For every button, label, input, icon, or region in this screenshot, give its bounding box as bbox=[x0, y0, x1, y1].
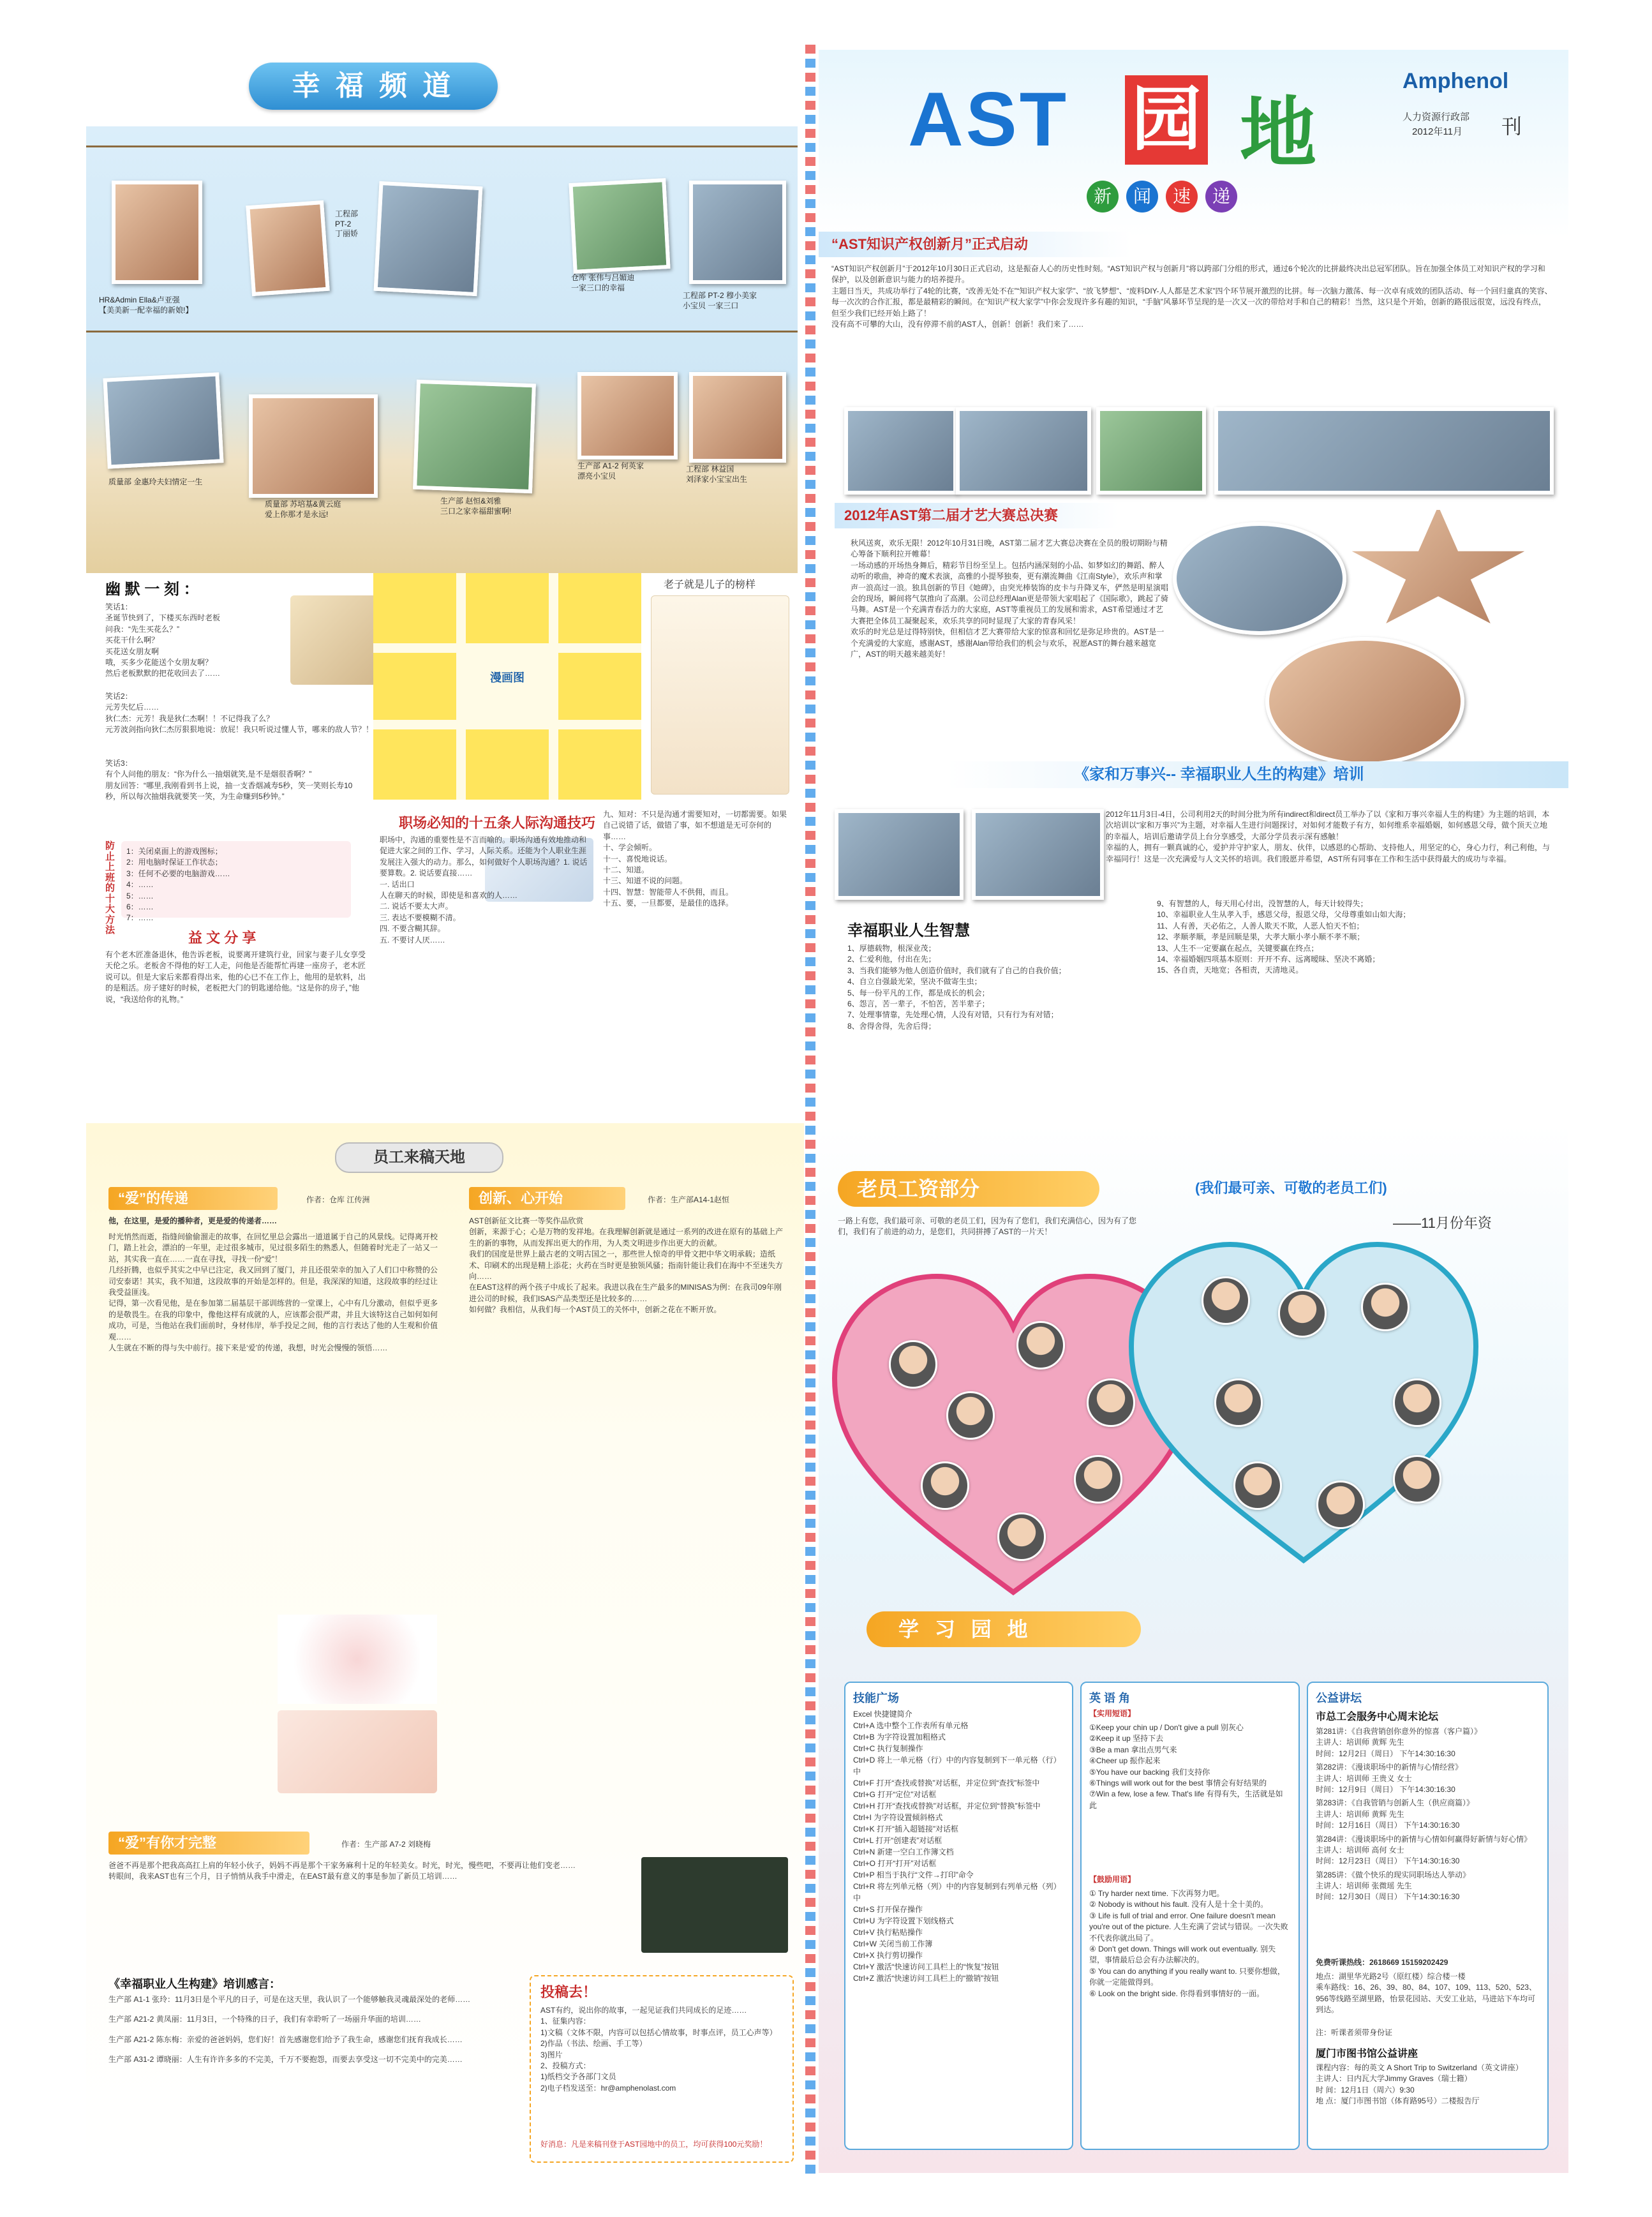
joke-1: 笑话1： 圣诞节快到了，下楼买东西时老板 问我：“先生买花么？” 买花干什么啊？ 买花送女朋友啊 哦，买多少花能送个女朋友啊？ 然后老板默默的把花收回去了…… bbox=[105, 602, 221, 678]
ip-month-title: “AST知识产权创新月”正式启动 bbox=[819, 232, 1131, 257]
caption-7: 生产部 赵恒&刘雅 三口之家幸福甜蜜啊! bbox=[440, 496, 512, 516]
staff-avatar bbox=[889, 1340, 937, 1389]
tip-item: 5：…… bbox=[126, 891, 154, 900]
news-badge: 递 bbox=[1205, 181, 1237, 213]
cartoon-caption: 老子就是儿子的榜样 bbox=[664, 579, 756, 590]
chalkboard-image bbox=[641, 1857, 788, 1953]
lecture-list bbox=[1316, 1726, 1539, 1906]
english-title: 英 语 角 bbox=[1089, 1692, 1131, 1705]
caption-8: 生产部 A1-2 何英家 漂亮小宝贝 bbox=[577, 461, 644, 481]
lecture-title: 公益讲坛 bbox=[1316, 1692, 1362, 1705]
tech-item: Ctrl+V 执行粘贴操作 bbox=[853, 1928, 923, 1937]
salary-label: ——11月份年资 bbox=[1393, 1215, 1492, 1231]
feedback-item: 生产部 A21-2 黄凤丽：11月3日，一个特殊的日子，我们有幸聆听了一场丽升华面的培训…… bbox=[108, 2015, 421, 2024]
page-ast-garden bbox=[819, 50, 1568, 1093]
ip-photo-2 bbox=[956, 407, 1091, 495]
tip-item: 1：关闭桌面上的游戏图标； bbox=[126, 847, 223, 856]
joke-3: 笑话3： 有个人问他的朋友：“你为什么一抽烟就笑,是不是烟很香啊？” 朋友回答：“哪里,我刚看到书上说，抽一支香烟减寿5秒，笑一笑则长寿10秒，所以每次抽烟我就要笑一笑，为生命赚到5秒钟。” bbox=[105, 759, 353, 802]
english-item: ②Keep it up 坚持下去 bbox=[1089, 1734, 1164, 1743]
photo-couple-car bbox=[249, 394, 378, 498]
staff-avatar bbox=[1233, 1461, 1282, 1510]
talent-title: 2012年AST第二届才艺大赛总决赛 bbox=[835, 503, 1119, 528]
lecture-hotline: 免费听课热线：2618669 15159202429 bbox=[1316, 1958, 1448, 1967]
tech-item: Ctrl+L 打开“创建表”对话框 bbox=[853, 1836, 942, 1845]
innov-text: AST创新征文比赛一等奖作品欣赏 创新，来源于心；心是万物的发祥地。在我理解创新就是通过一系列的改进在原有的基础上产生的新的事物，从而发挥出更大的作用，为人类文明进步作出更大的贡献。 我们的国度是世界上最古老的文明古国之一，那些世人惊奇的甲骨文把中华文明承载；造纸术、印刷术的出现是精上添花；火药在当时更是独领风骚；指南针能让我们在海中不至迷失方向…… 在EAST这样的两个孩子中成长了起来。我进以我在生产最多的MINISAS为例：在我司09年刚进公司的时候，我们ISAS产品类型还是比较多的…… 如何做？我相信，从我们每一个AST员工的关怀中，创新之花在不断开放。 bbox=[469, 1216, 784, 1315]
hands-image bbox=[278, 1710, 437, 1793]
talent-text: 秋风送爽，欢乐无限！2012年10月31日晚，AST第二届才艺大赛总决赛在全员的殷切期盼与精心筹备下顺利拉开帷幕！ 一场动感的开场热身舞后，精彩节目纷至呈上。包括内涵深刻的小品、如梦如幻的舞蹈、醉人动听的歌曲，神奇的魔术表演，高雅的小提琴独奏，更有潮流舞曲《江南Style》，欢乐声和掌声一浪高过一浪。独具创新的节目《她碑》，由突光棒装饰的皮卡与升降叉车，俨然是明星演唱会的现场，瞬间将气氛推向了高潮。公司总经理Alan更是带领大家唱起了《国际歌》，跳起了骑马舞。AST是一个充满青春活力的大家庭，AST等重视员工的发展和需求，AST希望通过才艺大赛把全体员工凝聚起来，欢乐共享的同时显现了大家的青春风采！ 欢乐的时光总是过得特别快，但相信才艺大赛带给大家的惊喜和回忆是弥足珍贵的。AST是一个充满爱的大家庭，感谢AST，感谢Alan带给我们的机会与欢乐，祝愿AST的舞台越来越宽广，AST的明天越来越美好！ bbox=[851, 539, 1169, 659]
caption-9: 工程部 林益国 刘泽家小宝宝出生 bbox=[686, 465, 748, 484]
issue: 2012年11月 bbox=[1412, 126, 1462, 137]
staff-avatar bbox=[1393, 1378, 1441, 1427]
staff-avatar bbox=[946, 1391, 995, 1440]
tech-item: Ctrl+A 选中整个工作表所有单元格 bbox=[853, 1721, 969, 1730]
english-item: ⑥Things will work out for the best 事情会有好结果的 bbox=[1089, 1778, 1267, 1788]
tech-item: Ctrl+Z 激活“快速访问工具栏上的“撤销”按钮 bbox=[853, 1974, 999, 1983]
staff-avatar bbox=[1393, 1455, 1441, 1504]
wisdom-item: 3、当我们能够为他人创造价值时，我们就有了自己的自我价值； bbox=[847, 966, 1066, 975]
masthead-di: 地 bbox=[1240, 91, 1316, 176]
issue-kan: 刊 bbox=[1501, 115, 1522, 138]
english-item: ① Try harder next time. 下次再努力吧。 bbox=[1089, 1889, 1224, 1898]
love-text: 时光悄然而逝，指缝间偷偷溜走的故事，在回忆里总会露出一道道属于自己的风景线。记得离开校门，踏上社会，漂泊的一年里，走过很多城市，见过很多陌生的熟悉人，但随着时光走了一站又一站，其实我一直在……一直在寻找，寻找一份“爱”！ 几经折腾，也似乎其实之中早已注定，我又回到了厦门，并且还很荣幸的加入了人们口中称赞的公司安泰诺！其实，我不知道，这段故事的开始是怎样的。但是，我深深的知道，这段故事的经过让我受益匪浅。 记得，第一次看见他，是在参加第二届基层干部训练营的一堂课上，心中有几分激动，但似乎更多的是敬畏生。在我的印象中，像他这样有成就的人，应该都会很严肃，并且大该特这自己如何如何成功，可是，当他站在我们面前时，身材伟岸，举手投足之间，他的言行表达了他的人生观和价值观…… 人生就在不断的得与失中前行。接下来是‘爱’的传递，我想，时光会慢慢的领悟…… bbox=[108, 1232, 438, 1352]
english-item: ③ Life is full of trial and error. One failure doesn't mean you're out of the picture. 人生充满了尝试与错误。一次失败不代表你就出局了。 bbox=[1089, 1911, 1288, 1943]
masthead-yuan: 园 bbox=[1125, 75, 1208, 165]
staff-avatar bbox=[1087, 1378, 1135, 1427]
share-title: 益 文 分 享 bbox=[188, 930, 257, 946]
photo-baby-family bbox=[689, 181, 786, 284]
love-lead: 他，在这里，是爱的播种者，更是爱的传递者…… bbox=[108, 1216, 278, 1225]
family-cartoon bbox=[651, 595, 789, 795]
love-title: “爱”的传递 bbox=[108, 1187, 278, 1210]
page-happiness-channel bbox=[86, 50, 798, 1093]
wisdom-item: 9、有智慧的人，每天用心付出，没智慧的人，每天计较得失； bbox=[1157, 899, 1368, 908]
tip-item: 2：用电脑时保证工作状态； bbox=[126, 858, 223, 867]
english-item: ② Nobody is without his fault. 没有人是十全十美的。 bbox=[1089, 1900, 1269, 1909]
lecture-item: 第285讲：《做个快乐的现实同职场达人挙动》 主讲人：培训师 张微瑶 先生 时间：12月30日（周日） 下午14:30:16:30 bbox=[1316, 1870, 1471, 1902]
wisdom-right bbox=[1157, 899, 1552, 976]
wisdom-item: 13、人生不一定要赢在起点，关键要赢在终点； bbox=[1157, 943, 1319, 953]
english-item: ③Be a man 拿出点男气来 bbox=[1089, 1745, 1177, 1754]
family-photo-1 bbox=[835, 809, 964, 900]
innov-title: 创新、心开始 bbox=[469, 1187, 625, 1210]
comic-panel bbox=[466, 729, 549, 800]
tech-item: Ctrl+C 执行复制操作 bbox=[853, 1744, 923, 1753]
photo-family-three bbox=[413, 380, 536, 493]
feedback-item: 生产部 A21-2 陈东梅：亲爱的爸爸妈妈，您们好！首先感谢您们给予了我生命，感谢您们抚育我成长…… bbox=[108, 2034, 463, 2044]
tech-item: Ctrl+W 关闭当前工作簿 bbox=[853, 1939, 933, 1948]
tech-box bbox=[844, 1682, 1073, 2150]
caption-4: 工程部 PT-2 穆小美家 小宝贝 一家三口 bbox=[683, 291, 757, 310]
english-item: ④ Don't get down. Things will work out eventually. 别失望，事情最后总会有办法解决的。 bbox=[1089, 1944, 1276, 1965]
rope-1 bbox=[86, 146, 798, 147]
tech-item: Ctrl+P 相当于执行“文件→打印”命令 bbox=[853, 1870, 974, 1879]
wisdom-title: 幸福职业人生智慧 bbox=[847, 922, 970, 939]
old-staff-text: 一路上有您，我们最可亲、可敬的老员工们，因为有了您们，我们充满信心，因为有了您们，我们有了前进的动力，是您们，共同拼搏了AST的一片天！ bbox=[838, 1216, 1137, 1237]
comic-panel bbox=[558, 573, 641, 643]
wisdom-item: 7、处理事情靠，先处理心情，人没有对错，只有行为有对错； bbox=[847, 1010, 1059, 1020]
dept: 人力资源行政部 bbox=[1403, 112, 1470, 123]
learning-title: 学 习 园 地 bbox=[867, 1611, 1141, 1647]
photo-couple-table bbox=[103, 372, 223, 468]
caption-2: 工程部 PT-2 丁丽娇 bbox=[335, 209, 359, 239]
submit-title: 投稿去！ bbox=[540, 1984, 597, 2000]
wisdom-item: 4、自立自强最光荣，坚决不做寄生虫； bbox=[847, 977, 982, 987]
feedback-list bbox=[108, 1994, 517, 2163]
english-item: ④Cheer up 振作起来 bbox=[1089, 1756, 1161, 1766]
english-box bbox=[1080, 1682, 1300, 2150]
tech-item: Ctrl+O 打开“打开”对话框 bbox=[853, 1859, 937, 1868]
comic-panel bbox=[558, 653, 641, 720]
talent-photo-star bbox=[1348, 506, 1528, 635]
tech-item: Ctrl+K 打开“插入超链接”对话框 bbox=[853, 1825, 959, 1833]
photo-calligraphy bbox=[374, 181, 483, 296]
caption-3: 仓库 张伟与吕媚迪 一家三口的幸福 bbox=[571, 273, 635, 292]
tips-box bbox=[121, 841, 351, 923]
english-item: ⑤You have our backing 我们支持你 bbox=[1089, 1767, 1210, 1777]
staff-avatar bbox=[1361, 1283, 1410, 1331]
talent-photo-singer bbox=[1265, 637, 1464, 766]
staff-title: 员工来稿天地 bbox=[335, 1142, 503, 1173]
wisdom-item: 1、厚德载物，根深业茂； bbox=[847, 944, 936, 953]
comic-panel bbox=[373, 573, 456, 643]
page-old-staff-learning bbox=[819, 1123, 1568, 2173]
staff-avatar bbox=[1278, 1289, 1327, 1338]
lecture-item: 第282讲：《漫谈职场中的新情与心情经营》 主讲人：培训师 王贵义 女士 时间：12月9日（周日） 下午14:30:16:30 bbox=[1316, 1763, 1463, 1794]
comic-panel bbox=[373, 729, 456, 800]
tip-item: 6：…… bbox=[126, 902, 154, 911]
submit-footer: 好消息：凡是来稿刊登于AST园地中的员工，均可获得100元奖励！ bbox=[540, 2140, 768, 2149]
tech-item: Ctrl+S 打开保存操作 bbox=[853, 1905, 923, 1914]
photo-wedding bbox=[112, 181, 202, 284]
lecture-item: 第281讲：《自我营销创你意外的惊喜（客户篇）》 主讲人：培训师 黄辉 先生 时间：12月2日（周日） 下午14:30:16:30 bbox=[1316, 1727, 1482, 1758]
comic-panel bbox=[373, 653, 456, 720]
brand-logo: Amphenol bbox=[1403, 69, 1509, 93]
tip-item: 7：…… bbox=[126, 913, 154, 923]
skills-text-left: 职场中，沟通的重要性是不言而喻的。职场沟通有效地推动和促进大家之间的工作、学习，人际关系。还能为个人职业生涯发展注入强大的动力。那么，如何做好个人职场沟通？1. 说话要算数。2. 说话要直接…… 一. 话出口 人在聊天的时候，即使是和喜欢的人…… 二. 说话不要太大声。 三. 表达不要模糊不清。 四. 不要含糊其辞。 五. 不要讨人厌…… bbox=[380, 835, 588, 944]
tech-item: Ctrl+G 打开“定位”对话框 bbox=[853, 1790, 937, 1799]
photo-baby-1 bbox=[577, 372, 678, 459]
caption-1: HR&Admin Ella&卢亚强 【美美新一配幸福的新娘!】 bbox=[99, 295, 193, 315]
submit-box bbox=[530, 1975, 794, 2163]
comic-panel bbox=[466, 573, 549, 643]
share-title: “爱”有你才完整 bbox=[108, 1832, 309, 1855]
staff-avatar bbox=[997, 1512, 1046, 1561]
feedback-title: 《幸福职业人生构建》培训感言： bbox=[108, 1978, 281, 1990]
english-item: ⑦Win a few, lose a few. That's life 有得有失，生活就是如此 bbox=[1089, 1789, 1283, 1810]
caption-5: 质量部 金惠玲夫妇情定一生 bbox=[108, 477, 203, 486]
english-list-1 bbox=[1089, 1722, 1290, 1811]
ip-photo-1 bbox=[844, 407, 957, 495]
comic-panel bbox=[558, 729, 641, 800]
people-circle-image bbox=[278, 1615, 437, 1704]
channel-title: 幸 福 频 道 bbox=[249, 63, 498, 110]
staff-avatar bbox=[1074, 1455, 1122, 1504]
news-badge: 新 bbox=[1087, 181, 1119, 213]
lecture-note: 注：听课者须带身份证 bbox=[1316, 2028, 1393, 2037]
photo-family-warehouse bbox=[569, 178, 670, 274]
tech-item: Ctrl+H 打开“查找或替换”对话框，并定位到“替换”标签中 bbox=[853, 1802, 1041, 1810]
staff-avatar bbox=[921, 1461, 969, 1510]
photo-baby-2 bbox=[689, 372, 786, 463]
feedback-item: 生产部 A1-1 张玲：11月3日是个平凡的日子，可是在这天里，我认识了一个能够触我灵魂最深处的老师…… bbox=[108, 1995, 471, 2004]
share-text: 爸爸不再是那个把我高高扛上肩的年轻小伙子，妈妈不再是那个干家务麻利十足的年轻美女。时光，时光，慢些吧，不要再让他们变老…… 转眼间，我来AST也有三个月，日子悄悄从我手中滑走，在EAST最有意义的事是参加了新员工培训…… bbox=[108, 1861, 576, 1881]
wisdom-item: 2、仁爱利他，付出在先； bbox=[847, 955, 936, 964]
news-badge: 闻 bbox=[1126, 181, 1158, 213]
tip-item: 4：…… bbox=[126, 880, 154, 890]
staff-avatar bbox=[1016, 1321, 1065, 1370]
english-item: ⑤ You can do anything if you really want to. 只要你想做，你就一定能做得到。 bbox=[1089, 1966, 1285, 1987]
share-text: 有个老木匠准备退休，他告诉老板，说要离开建筑行业，回家与妻子儿女享受天伦之乐。老板舍不得他的好工人走，问他是否能帮忙再建一座房子，老木匠说可以。但是大家后来都看得出来，他的心已不在工作上，他用的是软料，出的是粗活。房子建好的时候，老板把大门的钥匙递给他。“这是你的房子，”他说，“我送给你的礼物。” bbox=[105, 950, 366, 1004]
lecture-item: 第284讲：《漫谈职场中的新情与心情如何赢得好新情与好心情》 主讲人：培训师 高何 女士 时间：12月23日（周日） 下午14:30:16:30 bbox=[1316, 1834, 1532, 1866]
photo-couple-red bbox=[246, 200, 330, 296]
tech-list bbox=[853, 1708, 1064, 1984]
center-fold-divider bbox=[805, 45, 815, 2176]
tech-item: Ctrl+R 将左列单元格（列）中的内容复制到右列单元格（列）中 bbox=[853, 1882, 1061, 1902]
comic-label: 漫画图 bbox=[490, 671, 525, 684]
tech-item: Ctrl+U 为字符设置下划线格式 bbox=[853, 1916, 954, 1925]
comic-grid bbox=[373, 573, 641, 800]
ip-photo-3 bbox=[1096, 407, 1206, 495]
tips-side-title: 防止上班的十大方法 bbox=[105, 840, 115, 936]
skills-text-right: 九、知对：不只是沟通才需要知对，一切都需要。如果自己说错了话，做错了事，如不想道是无可奈何的事…… 十、学会倾听。 十一、喜悦地说话。 十二、知道。 十三、知道不说的问题。 十四、智慧：智能带人不供佣，而且。 十五、要，一旦都要，是最佳的选择。 bbox=[603, 810, 787, 908]
tech-item: Ctrl+Y 激活“快速访问工具栏上的“恢复”按钮 bbox=[853, 1962, 999, 1971]
talent-photo-boys bbox=[1173, 522, 1346, 635]
english-list-2 bbox=[1089, 1888, 1290, 1999]
library-title: 厦门市图书馆公益讲座 bbox=[1316, 2049, 1418, 2059]
wisdom-item: 12、孝顺孝顺，孝是回顺是果，大孝大顺小孝小顺不孝不顺； bbox=[1157, 932, 1365, 942]
library-text: 课程内容：每的英文 A Short Trip to Switzerland（英文讲座） 主讲人：日内瓦大学Jimmy Graves（瑞士籍） 时 间：12月1日（周六）9:30 地 点：厦门市图书馆（体育路95号）二楼报告厅 bbox=[1316, 2063, 1523, 2106]
english-sub1: 【实用短语】 bbox=[1089, 1709, 1136, 1718]
lecture-box bbox=[1307, 1682, 1549, 2150]
english-item: ⑥ Look on the bright side. 你得看到事情好的一面。 bbox=[1089, 1989, 1265, 1998]
humor-title: 幽 默 一 刻 ： bbox=[105, 581, 199, 598]
staff-avatar bbox=[1316, 1481, 1365, 1529]
lecture-item: 第283讲：《自我管销与创新人生（供应商篇）》 主讲人：培训师 黄辉 先生 时间：12月16日（周日） 下午14:30:16:30 bbox=[1316, 1798, 1475, 1830]
family-photo-2 bbox=[972, 809, 1104, 900]
ip-photo-4 bbox=[1214, 407, 1554, 495]
family-text: 2012年11月3日-4日，公司利用2天的时间分批为所有indirect和direct员工举办了以《家和万事兴幸福人生的构建》为主题的培训，本次培训以“家和万事兴”为主题，对幸福人生进行问题探讨，对如何才能数子有方，如何维系幸福婚姻，如何感恩父母，做个顶天立地的幸福人，培训后邀请学员上台分享感受，大部分学员表示深有感触！ 幸福的人，拥有一颗真诚的心，爱护并守护家人，朋友、伙伴，以感恩的心帮助、支持他人，用坚定的心，身心力行，利己利他，与幸福同行！这是一次充满爱与人文关怀的培训。我们殷愿并希望，AST所有同事在工作和生活中获得最大的成功与幸福。 bbox=[1106, 810, 1551, 863]
family-title: 《家和万事兴-- 幸福职业人生的构建》培训 bbox=[946, 761, 1568, 788]
share-author: 作者：生产部 A7-2 刘晓梅 bbox=[341, 1840, 431, 1849]
submit-text: AST有约，说出你的故事，一起见证我们共同成长的足迹…… 1、征集内容： 1)文稿（文体不限，内容可以包括心情故事，时事点评，员工心声等） 2)作品（书法、绘画、手工等） 3)图片 2、投稿方式： 1)纸档交予各部门文员 2)电子档发送至：hr@amphenolast.com bbox=[540, 2006, 777, 2093]
ip-month-text: “AST知识产权创新月”于2012年10月30日正式启动，这是振奋人心的历史性时刻。“AST知识产权与创新月”将以跨部门分组的形式，通过6个轮次的比拼最终决出总冠军团队。旨在加强全体员工对知识产权的学习和保护，以及创新意识与能力的培养提升。 主题日当天，共成功举行了4轮的比赛，“改善无处不在”“知识产权大家学”、“放飞梦想”、“废料DIY-人人都是艺术家”四个环节展开激烈的比拼。每一次脑力激荡、每一次卓有成效的团队活动、每一个回归童真的笑容、每一次次的合作汇报，都是最精彩的瞬间。在“知识产权大家学”中你会发现许多有趣的知识，“手脑”风暴环节呈现的是一次又一次的带给对手和自己的精彩！当然，这只是个开始，创新的路很远很宽，远没有终点，但至少我们已经开始上路了！ 没有高不可攀的大山，没有停滞不前的AST人，创新！创新！我们来了…… bbox=[831, 264, 1552, 329]
tech-item: Excel 快捷键简介 bbox=[853, 1710, 912, 1719]
feedback-item: 生产部 A31-2 谭晓丽：人生有许许多多的不完美，千万不要抱怨，而要去享受这一切不完美中的完美…… bbox=[108, 2055, 463, 2064]
skills-title: 职场必知的十五条人际沟通技巧 bbox=[399, 815, 596, 831]
caption-6: 质量部 苏培基&黄云庭 爱上你那才是永远! bbox=[265, 500, 341, 519]
staff-avatar bbox=[1214, 1378, 1263, 1427]
rope-2 bbox=[86, 331, 798, 332]
tech-item: Ctrl+B 为字符设置加粗格式 bbox=[853, 1733, 946, 1742]
joke-2: 笑话2： 元芳失忆后…… 狄仁杰：元芳！我是狄仁杰啊！！不记得我了么？ 元芳波剑指向狄仁杰厉狠狠地说：放屁！我只听说过懂人节，哪来的敌人节？！ bbox=[105, 692, 374, 735]
lecture-address: 地点：湖里华光路2号（原红楼）综合楼一楼 乘车路线：16、26、39、80、84、107、109、113、520、523、956等线路至湖里路，怡景花园站、天安工业站，马进站下车均可到达。 bbox=[1316, 1972, 1537, 2015]
innov-author: 作者：生产部A14-1赵恒 bbox=[648, 1195, 730, 1204]
tech-item: Ctrl+D 将上一单元格（行）中的内容复制到下一单元格（行）中 bbox=[853, 1756, 1061, 1776]
love-author: 作者：仓库 江传洲 bbox=[306, 1195, 370, 1204]
wisdom-item: 5、每一份平凡的工作，都是成长的机会； bbox=[847, 988, 990, 997]
tech-title: 技能广场 bbox=[853, 1692, 899, 1705]
english-sub2: 【鼓励用语】 bbox=[1089, 1875, 1136, 1884]
masthead-ast: AST bbox=[908, 77, 1069, 162]
wisdom-item: 11、人有善，天必佑之，人善人欺天不欺，人恶人怕天不怕； bbox=[1157, 921, 1364, 930]
news-badge: 速 bbox=[1166, 181, 1198, 213]
old-staff-title: 老员工资部分 bbox=[838, 1171, 1099, 1207]
old-staff-sub: (我们最可亲、可敬的老员工们) bbox=[1195, 1180, 1387, 1196]
wisdom-item: 10、幸福职业人生从孝入手，感恩父母，报恩父母，父母尊重如山如大海； bbox=[1157, 910, 1411, 920]
wisdom-item: 14、幸福婚姻四项基本原则：开开不弃、远离暧昧、坚决不离婚； bbox=[1157, 954, 1380, 964]
wisdom-item: 6、怨言，苦一辈子，不怕苦，苦半辈子； bbox=[847, 999, 990, 1008]
lecture-org: 市总工会服务中心周末论坛 bbox=[1316, 1712, 1439, 1722]
tech-item: Ctrl+N 新建一空白工作簿文档 bbox=[853, 1848, 954, 1856]
page-staff-contributions bbox=[86, 1123, 804, 2173]
tech-item: Ctrl+X 执行剪切操作 bbox=[853, 1951, 923, 1960]
staff-avatar bbox=[1202, 1276, 1250, 1325]
wisdom-item: 8、舍得舍得，先舍后得； bbox=[847, 1021, 936, 1031]
wisdom-item: 15、各自责，天地宽；各相责，天清地灵。 bbox=[1157, 966, 1304, 975]
tech-item: Ctrl+I 为字符设置倾斜格式 bbox=[853, 1813, 943, 1822]
tip-item: 3：任何不必要的电脑游戏…… bbox=[126, 869, 230, 878]
tech-item: Ctrl+F 打开“查找或替换”对话框，并定位到“查找”标签中 bbox=[853, 1779, 1040, 1788]
english-item: ①Keep your chin up / Don't give a pull 别灰心 bbox=[1089, 1723, 1244, 1732]
